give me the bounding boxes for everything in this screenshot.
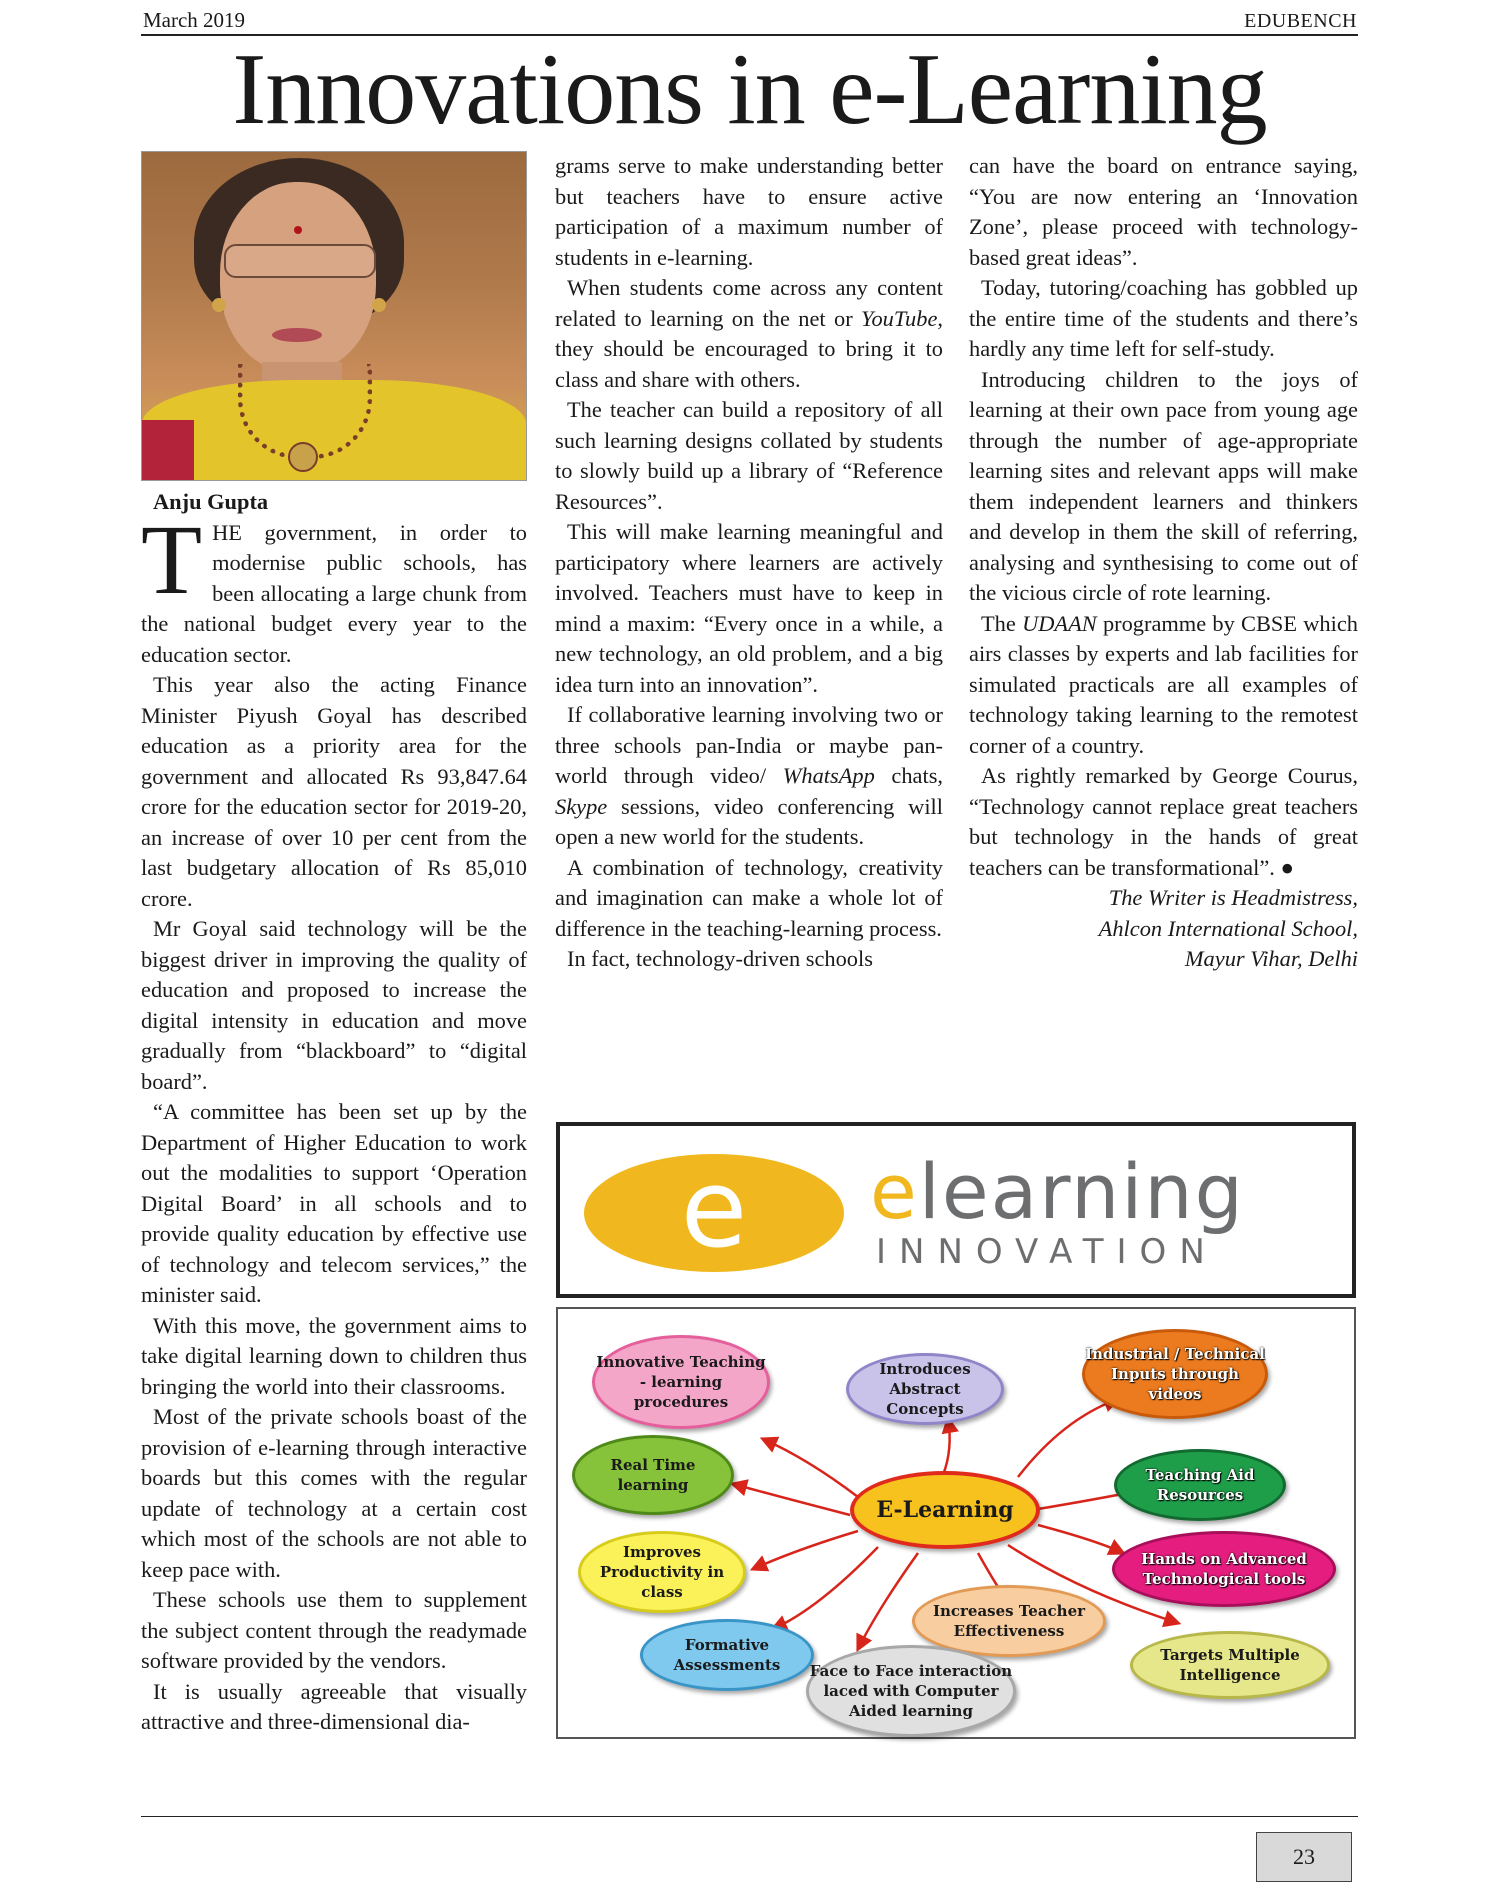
paragraph: These schools use them to supplement the subject content through the readymade software provided by the vendors. [141,1587,527,1673]
italic-term: YouTube [861,305,938,331]
node-industrial-inputs: Industrial / Technical Inputs through videos [1082,1329,1268,1419]
article-column-3 [969,151,1358,975]
paragraph: It is usually agreeable that visually attractive and three-dimensional dia- [141,1678,527,1734]
italic-term: Skype [555,793,608,819]
drop-cap: T [141,503,203,615]
node-teaching-aid: Teaching Aid Resources [1114,1449,1286,1521]
elearning-logo-banner [556,1122,1356,1298]
italic-term: WhatsApp [782,763,875,788]
paragraph: With this move, the government aims to take digital learning down to children thus bringing the world into their classrooms. [141,1312,527,1399]
issue-date: March 2019 [143,8,246,32]
arrow-realtime [733,1484,850,1515]
paragraph: “A committee has been set up by the Department of Higher Education to work out the modalities to support ‘Operation Digital Board’ in all schools and to provide quality education by effective use of technology and telecom services,” the minister said. [141,1099,527,1307]
paragraph: This will make learning meaningful and participatory where learners are actively involved. Teachers must have to keep in mind a maxim: “Every once in a while, a new technology, an old problem, and a big idea turn into an innovation”. [555,519,943,697]
article-title: Innovations in e-Learning [232,33,1267,146]
paragraph-text: HE government, in order to modernise public schools, has been allocating a large chunk from the national budget every year to the education sector. [141,519,527,667]
paragraph: This year also the acting Finance Minister Piyush Goyal has described education as a priority area for the government and allocated Rs 93,847.64 crore for the education sector for 2019-20, an increase of over 10 per cent from the last budgetary allocation of Rs 85,010 crore. [141,672,527,911]
paragraph: The teacher can build a repository of all such learning designs collated by students to slowly build up a library of “Reference Resources”. [555,397,943,514]
footer-rule [141,1816,1358,1817]
author-photo [141,151,527,481]
paragraph: grams serve to make understanding better but teachers have to ensure active participation of a maximum number of students in e-learning. [555,153,943,270]
italic-term: UDAAN [1022,610,1097,636]
paragraph: In fact, technology-driven schools [567,946,873,971]
node-hands-on-tools: Hands on Advanced Technological tools [1112,1531,1336,1607]
paragraph: Introducing children to the joys of learning at their own pace from young age through the number of age-appropriate learning sites and relevant apps will make them independent learners and thinkers and develop in them the skill of referring, analysing and synthesising to come out of the vicious circle of rote learning. [969,366,1358,605]
paragraph: When students come across any content related to learning on the net or YouTube, they should be encouraged to bring it to class and share with others. [555,275,943,392]
paragraph: A combination of technology, creativity and imagination can make a whole lot of difference in the teaching-learning process. [555,854,943,941]
node-multiple-intelligence: Targets Multiple Intelligence [1130,1631,1330,1699]
paragraph: The UDAAN programme by CBSE which airs classes by experts and lab facilities for simulated practicals are all examples of technology taking learning to the remotest corner of a country. [969,610,1358,758]
author-credit-line: Mayur Vihar, Delhi [1184,946,1358,971]
arrow-industrial [1018,1399,1118,1477]
arrow-formative [773,1547,878,1629]
arrow-handson [1038,1525,1123,1553]
node-teacher-effectiveness: Increases Teacher Effectiveness [912,1585,1106,1657]
arrow-abstract [943,1419,950,1475]
logo-mark [584,1147,844,1272]
arrow-facetoface [858,1553,918,1649]
node-face-to-face: Face to Face interaction laced with Computer Aided learning [806,1645,1016,1737]
paragraph: Mr Goyal said technology will be the biggest driver in improving the quality of education and proposed to increase the digital intensity in education and move gradually from “blackboard” to “digital board”. [141,916,527,1094]
paragraph: Most of the private schools boast of the provision of e-learning through interactive boards but this comes with the regular update of technology at a certain cost which most of the schools are not able to keep pace with. [141,1404,527,1582]
elearning-mind-map [556,1307,1356,1739]
logo-wordmark: elearning [870,1147,1245,1236]
node-abstract-concepts: Introduces Abstract Concepts [846,1353,1004,1425]
author-credit-line: The Writer is Headmistress, [1108,885,1358,910]
node-real-time-learning: Real Time learning [572,1435,734,1515]
paragraph [141,503,527,671]
arrow-productivity [753,1531,858,1569]
node-innovative-teaching: Innovative Teaching - learning procedures [592,1335,770,1429]
arrow-innovative [763,1439,858,1497]
logo-letter: e [680,1147,748,1272]
article-column-2 [555,151,943,975]
paragraph: can have the board on entrance saying, “You are now entering an ‘Innovation Zone’, please proceed with technology-based great ideas”. [969,153,1358,270]
page-number: 23 [1256,1832,1352,1882]
paragraph: If collaborative learning involving two or three schools pan-India or maybe pan-world through video/ WhatsApp chats, Skype sessions, video conferencing will open a new world for the students. [555,702,944,849]
paragraph: As rightly remarked by George Courus, “Technology cannot replace great teachers but technology in the hands of great teachers can be transformational”. ● [969,763,1358,880]
paragraph: Today, tutoring/coaching has gobbled up the entire time of the students and there’s hardly any time left for self-study. [969,275,1358,361]
magazine-name: EDUBENCH [1244,10,1357,32]
logo-subtitle: INNOVATION [876,1232,1218,1272]
author-credit-line: Ahlcon International School, [1098,915,1358,941]
node-improves-productivity: Improves Productivity in class [578,1531,746,1613]
node-formative-assessments: Formative Assessments [640,1619,814,1691]
center-node-elearning: E-Learning [850,1471,1040,1549]
author-byline: Anju Gupta [153,489,269,514]
article-column-1 [141,151,527,1738]
